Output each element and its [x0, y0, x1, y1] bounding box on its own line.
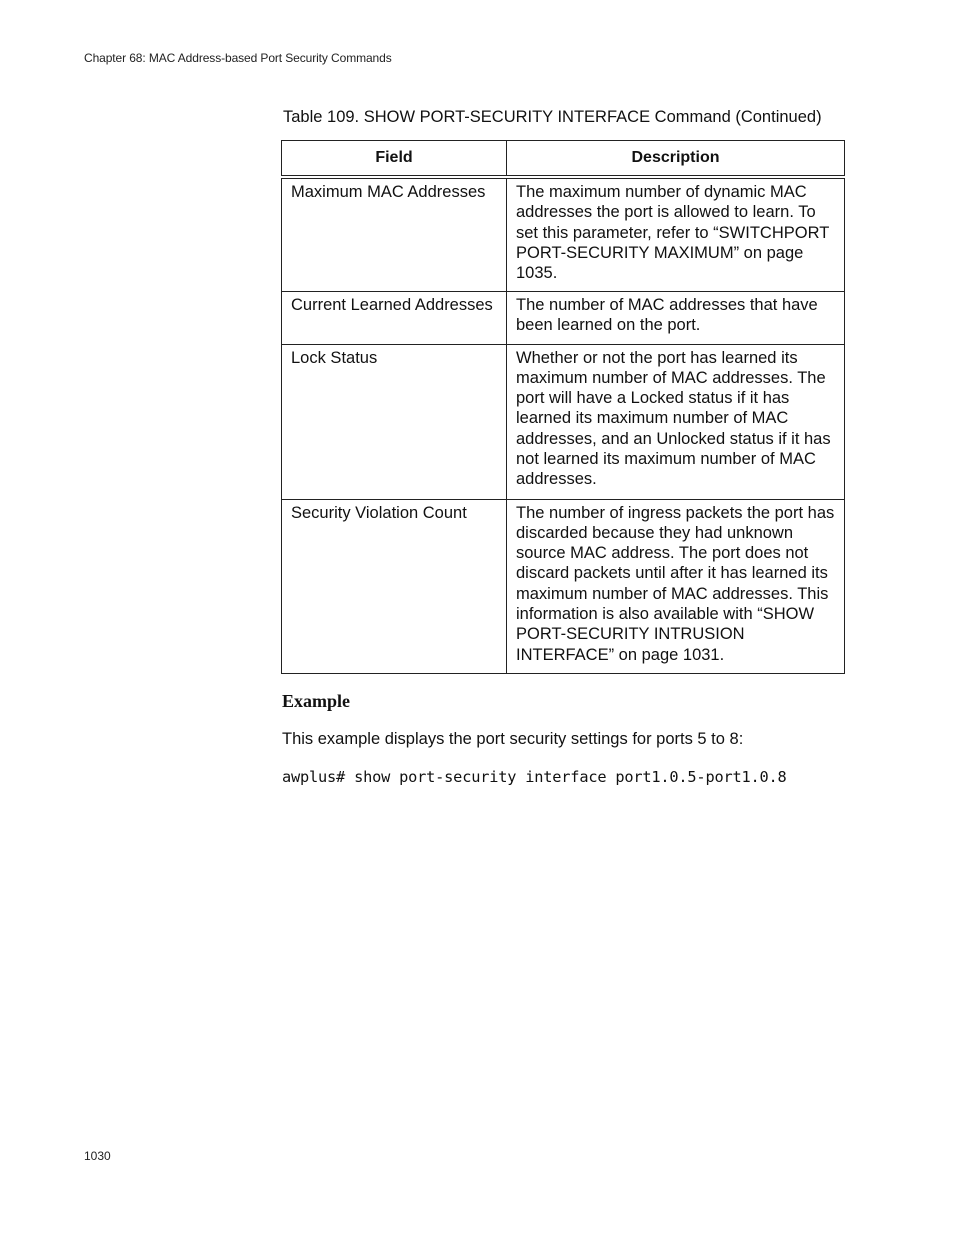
table-header-row — [282, 141, 845, 178]
description-cell: The number of ingress packets the port has discarded because they had unknown source MAC address. The port does not discard packets until after it has learned its maximum number of MAC addresses. This information is also available with “SHOW PORT-SECURITY INTRUSION INTERFACE” on page 1031. — [507, 499, 845, 673]
column-header-field: Field — [282, 141, 507, 178]
field-cell: Security Violation Count — [282, 499, 507, 673]
table-row — [282, 177, 845, 291]
port-security-table — [281, 140, 845, 674]
description-cell: The number of MAC addresses that have been learned on the port. — [507, 291, 845, 344]
field-cell: Maximum MAC Addresses — [282, 177, 507, 291]
page-number: 1030 — [84, 1149, 111, 1163]
description-cell: The maximum number of dynamic MAC addresses the port is allowed to learn. To set this parameter, refer to “SWITCHPORT PORT-SECURITY MAXIMUM” on page 1035. — [507, 177, 845, 291]
column-header-description: Description — [507, 141, 845, 178]
example-command: awplus# show port-security interface port1.0.5-port1.0.8 — [282, 768, 787, 786]
description-cell: Whether or not the port has learned its maximum number of MAC addresses. The port will have a Locked status if it has learned its maximum number of MAC addresses, and an Unlocked status if it has not learned its maximum number of MAC addresses. — [507, 344, 845, 499]
table-row — [282, 291, 845, 344]
field-cell: Current Learned Addresses — [282, 291, 507, 344]
table-row — [282, 344, 845, 499]
table-row — [282, 499, 845, 673]
running-head: Chapter 68: MAC Address-based Port Security Commands — [84, 51, 392, 65]
field-cell: Lock Status — [282, 344, 507, 499]
table-caption: Table 109. SHOW PORT-SECURITY INTERFACE Command (Continued) — [283, 108, 822, 126]
example-heading: Example — [282, 691, 351, 711]
example-text: This example displays the port security settings for ports 5 to 8: — [282, 730, 744, 748]
